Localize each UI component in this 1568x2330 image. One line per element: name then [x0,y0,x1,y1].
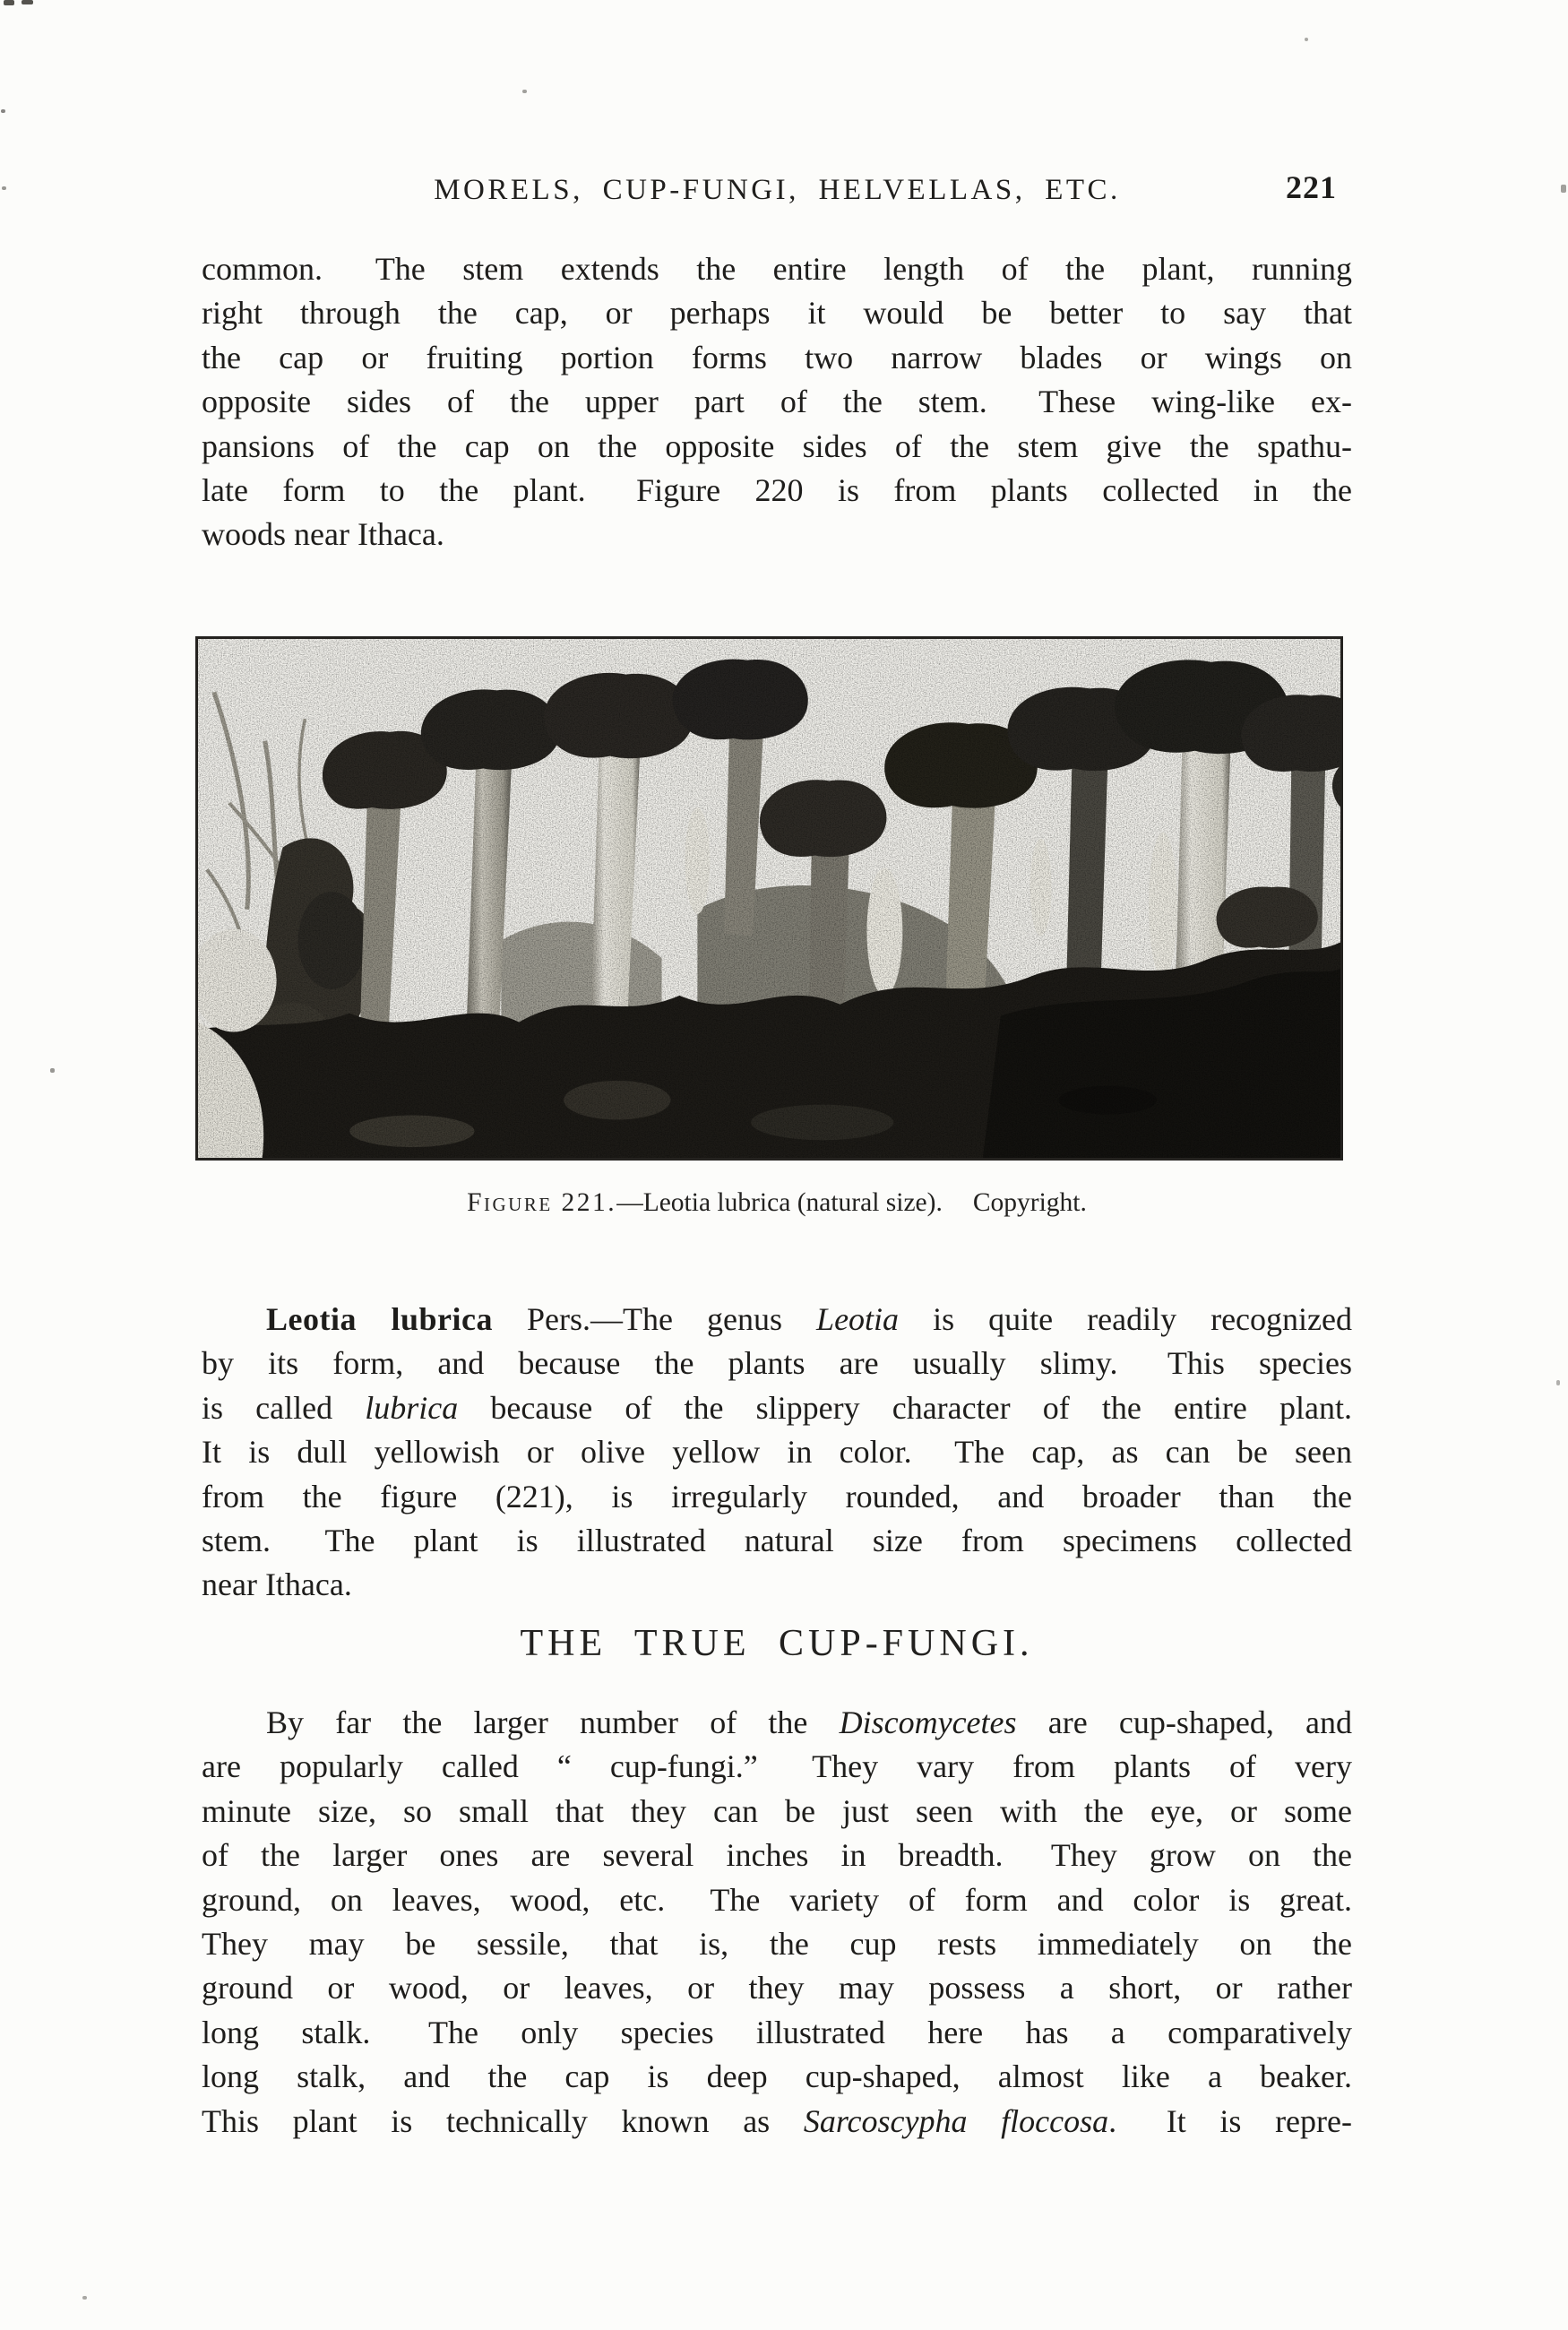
text-line [202,1298,1352,1342]
text-segment: is quite readily recognized [899,1301,1352,1337]
text-segment: late form to the plant. Figure 220 is from plants collected in the [202,472,1352,509]
page-number: 221 [1286,169,1337,205]
text-segment: opposite sides of the upper part of the stem. These wing-like ex- [202,384,1352,420]
text-line [202,1878,1352,1922]
text-line [202,2055,1352,2099]
text-segment: Leotia [816,1301,900,1337]
caption-text: —Leotia lubrica (natural size). [616,1188,943,1217]
text-line [202,1922,1352,1966]
text-segment: ground or wood, or leaves, or they may possess a short, or rather [202,1970,1352,2006]
scan-artifact [2,186,6,190]
scan-artifact [22,0,33,4]
text-line [202,2011,1352,2055]
text-line [202,2100,1352,2144]
scan-artifact [522,90,527,93]
scan-artifact [4,0,14,5]
page-header [202,169,1353,217]
text-segment: is called [202,1389,366,1426]
text-segment: They may be sessile, that is, the cup rests immediately on the [202,1926,1352,1963]
text-segment: because of the slippery character of the entire plant. [458,1389,1353,1426]
text-segment: It is dull yellowish or olive yellow in color. The cap, as can be seen [202,1434,1352,1471]
text-line [202,1430,1352,1474]
text-line [202,513,1352,557]
text-line [202,336,1352,380]
scan-artifact [1556,1380,1560,1385]
text-segment: from the figure (221), is irregularly rounded, and broader than the [202,1478,1352,1514]
text-segment: the cap or fruiting portion forms two narrow blades or wings on [202,339,1352,375]
text-line [202,380,1352,424]
text-segment: Leotia lubrica [266,1301,494,1337]
text-line [202,1519,1352,1563]
scan-artifact [1561,185,1566,193]
text-segment: are cup-shaped, and [1016,1704,1353,1740]
scan-artifact [82,2296,87,2300]
figure-caption [202,1188,1352,1218]
text-segment: This plant is technically known as [202,2102,804,2139]
text-segment: stem. The plant is illustrated natural size from specimens collected [202,1523,1352,1559]
scan-artifact [50,1068,55,1073]
text-line [202,1342,1352,1385]
caption-copyright: Copyright. [972,1188,1087,1217]
leotia-photo-illustration [198,639,1340,1158]
text-segment: . It is repre- [1108,2102,1352,2139]
text-line [202,1745,1352,1789]
film-grain [198,639,1340,1158]
text-segment: Pers.—The genus [493,1301,817,1337]
paragraph-leotia-lubrica [202,1298,1352,1608]
figure-photo [195,636,1343,1161]
text-line [202,291,1352,335]
text-segment: long stalk. The only species illustrated here has a comparatively [202,2014,1352,2050]
text-segment: pansions of the cap on the opposite sides of the stem give the spathu- [202,427,1352,464]
text-segment: By far the larger number of the [266,1704,840,1740]
text-line [202,1563,1352,1607]
section-heading: THE TRUE CUP-FUNGI. [520,1623,1034,1664]
text-segment: Discomycetes [839,1704,1017,1740]
text-segment: by its form, and because the plants are usually slimy. This species [202,1345,1352,1382]
scan-artifact [1,109,5,113]
text-segment: common. The stem extends the entire length of the plant, running [202,251,1352,287]
text-line [202,1834,1352,1877]
caption-figure-label: Figure 221. [467,1188,617,1217]
text-segment: ground, on leaves, wood, etc. The variety of form and color is great. [202,1881,1352,1918]
text-segment: long stalk, and the cap is deep cup-shaped, almost like a beaker. [202,2058,1352,2095]
scan-artifact [1305,38,1308,41]
paragraph-cup-fungi [202,1701,1352,2144]
text-line [202,1701,1352,1745]
text-segment: are popularly called “ cup-fungi.” They vary from plants of very [202,1748,1352,1785]
running-title: MORELS, CUP-FUNGI, HELVELLAS, ETC. [434,174,1121,206]
text-segment: lubrica [365,1389,459,1426]
text-segment: right through the cap, or perhaps it would be better to say that [202,295,1352,332]
text-segment: minute size, so small that they can be just seen with the eye, or some [202,1792,1352,1829]
text-line [202,1966,1352,2010]
text-segment: near Ithaca. [202,1566,352,1603]
text-line [202,1386,1352,1430]
text-segment: woods near Ithaca. [202,516,444,553]
text-line [202,247,1352,291]
text-segment: of the larger ones are several inches in breadth. They grow on the [202,1837,1352,1874]
paragraph-common [202,247,1352,557]
text-line [202,425,1352,469]
text-line [202,1790,1352,1834]
text-segment: Sarcoscypha floccosa [803,2102,1109,2139]
text-line [202,1475,1352,1519]
text-line [202,469,1352,513]
